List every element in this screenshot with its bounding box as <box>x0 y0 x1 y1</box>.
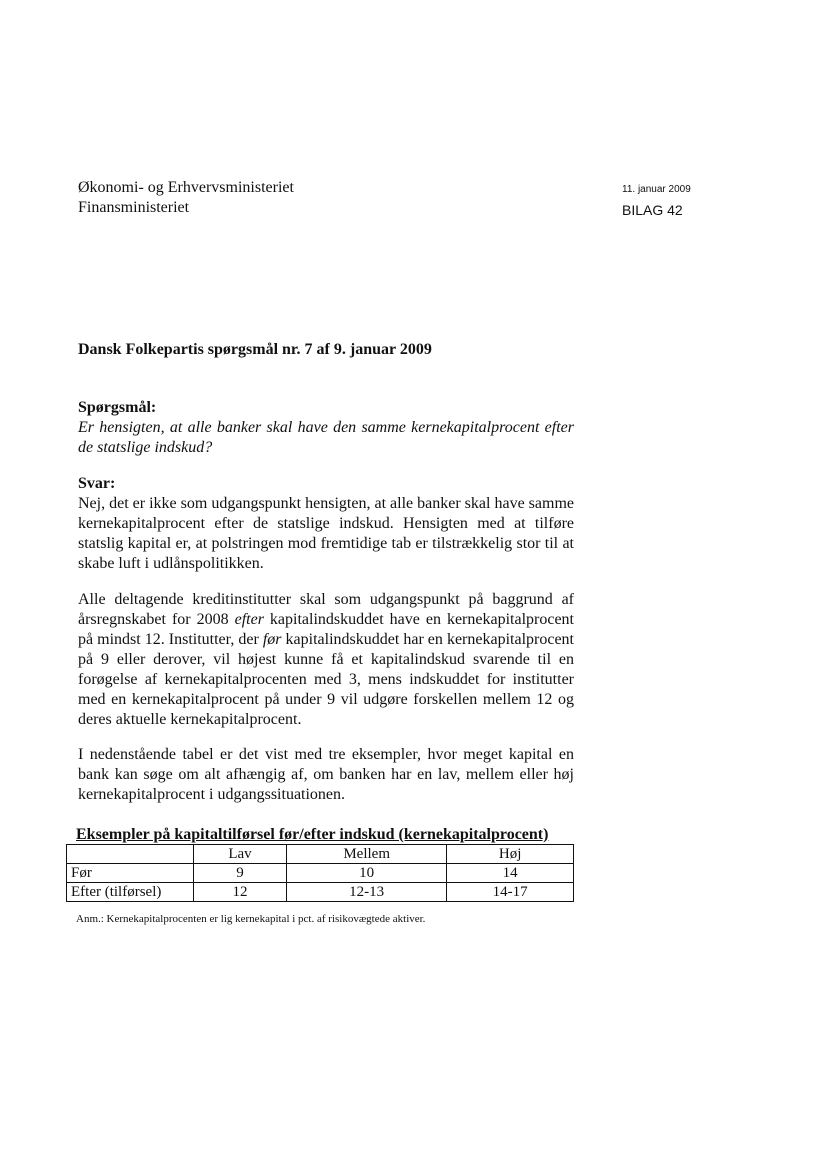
table-header-cell <box>67 845 194 864</box>
table-caption: Eksempler på kapitaltilførsel før/efter indskud (kernekapitalprocent) <box>76 826 549 843</box>
paragraph-2-part-2: kapitalindskuddet have en kernekapitalprocent på mindst 12. Institutter, der <box>78 611 574 648</box>
table-row-label: Før <box>67 864 194 883</box>
document-title: Dansk Folkepartis spørgsmål nr. 7 af 9. januar 2009 <box>78 341 432 358</box>
answer-heading: Svar: <box>78 475 116 492</box>
table-header-cell: Høj <box>447 845 574 864</box>
table-note: Anm.: Kernekapitalprocenten er lig kernekapital i pct. af risikovægtede aktiver. <box>76 913 426 925</box>
paragraph-2-part-3: kapitalindskuddet har en kernekapitalprocent på 9 eller derover, vil højest kunne få et kapitalindskud svarende til en forøgelse af kernekapitalprocenten med 3, mens indskuddet for institutter med en kernekapitalprocent på under 9 vil udgøre forskellen mellem 12 og deres aktuelle kernekapitalprocent. <box>78 631 574 728</box>
paragraph-2-emphasis-efter: efter <box>234 611 264 628</box>
bilag-number: BILAG 42 <box>622 202 683 218</box>
ministry-name-2: Finansministeriet <box>78 199 190 216</box>
question-heading: Spørgsmål: <box>78 399 157 416</box>
table-cell: 9 <box>194 864 287 883</box>
table-row <box>67 864 574 883</box>
table-header-cell: Mellem <box>287 845 447 864</box>
paragraph-3: I nedenstående tabel er det vist med tre eksempler, hvor meget kapital en bank kan søge om alt afhængig af, om banken har en lav, mellem eller høj kernekapitalprocent i udgangssituationen. <box>78 746 574 803</box>
document-date: 11. januar 2009 <box>622 184 691 195</box>
table-cell: 12-13 <box>287 883 447 902</box>
ministry-name-1: Økonomi- og Erhvervsministeriet <box>78 179 294 196</box>
document-meta <box>622 183 691 220</box>
paragraph-2-part-1: Alle deltagende kreditinstitutter skal som udgangspunkt på baggrund af årsregnskabet for 2008 <box>78 591 574 628</box>
table-row-label: Efter (tilførsel) <box>67 883 194 902</box>
table-row <box>67 883 574 902</box>
ministry-header <box>78 178 294 218</box>
table-header-row <box>67 845 574 864</box>
table-header-cell: Lav <box>194 845 287 864</box>
question-section <box>78 398 574 458</box>
answer-text: Nej, det er ikke som udgangspunkt hensigten, at alle banker skal have samme kernekapitalprocent efter de statslige indskud. Hensigten med at tilføre statslig kapital er, at polstringen mod fremtidige tab er tilstrækkelig stor til at skabe luft i udlånspolitikken. <box>78 495 574 572</box>
table-cell: 14 <box>447 864 574 883</box>
paragraph-2 <box>78 590 574 730</box>
capital-table <box>66 844 574 902</box>
question-text: Er hensigten, at alle banker skal have den samme kernekapitalprocent efter de statslige indskud? <box>78 419 574 456</box>
table-cell: 14-17 <box>447 883 574 902</box>
answer-section <box>78 474 574 574</box>
paragraph-2-emphasis-foer: før <box>262 631 282 648</box>
table-cell: 12 <box>194 883 287 902</box>
table-cell: 10 <box>287 864 447 883</box>
